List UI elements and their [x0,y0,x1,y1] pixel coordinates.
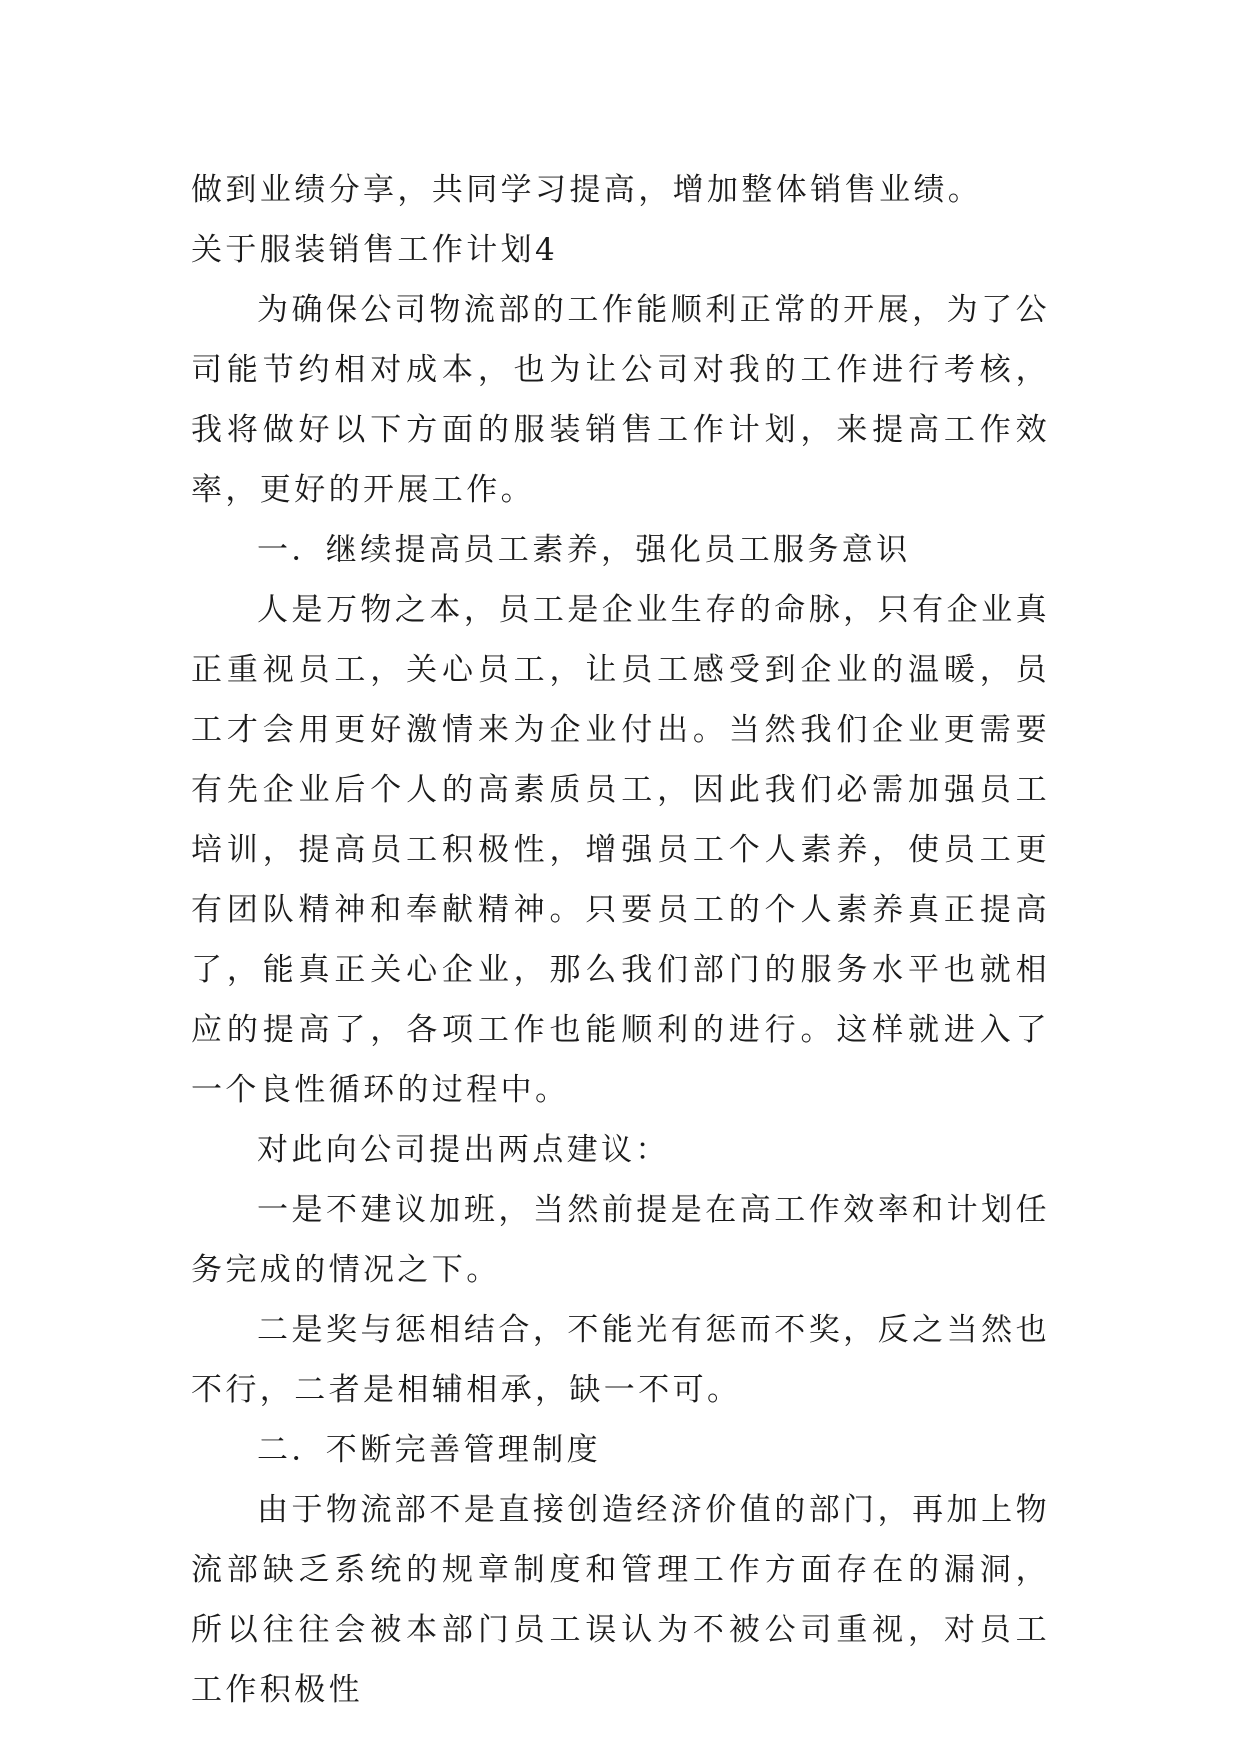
section-heading: 关于服装销售工作计划4 [191,232,559,268]
paragraph-suggestions-lead: 对此向公司提出两点建议： [257,1132,670,1168]
subheading-1: 一．继续提高员工素养，强化员工服务意识 [257,532,911,568]
paragraph-suggestion-1: 一是不建议加班，当然前提是在高工作效率和计划任务完成的情况之下。 [191,1192,1050,1288]
paragraph-continuation: 做到业绩分享，共同学习提高，增加整体销售业绩。 [191,172,983,208]
paragraph-management: 由于物流部不是直接创造经济价值的部门，再加上物流部缺乏系统的规章制度和管理工作方面存在的漏洞，所以往往会被本部门员工误认为不被公司重视，对员工工作积极性 [191,1492,1050,1708]
subheading-2: 二．不断完善管理制度 [257,1432,601,1468]
paragraph-suggestion-2: 二是奖与惩相结合，不能光有惩而不奖，反之当然也不行，二者是相辅相承，缺一不可。 [191,1312,1050,1408]
paragraph-employees: 人是万物之本，员工是企业生存的命脉，只有企业真正重视员工，关心员工，让员工感受到企业的温暖，员工才会用更好激情来为企业付出。当然我们企业更需要有先企业后个人的高素质员工，因此我们必需加强员工培训，提高员工积极性，增强员工个人素养，使员工更有团队精神和奉献精神。只要员工的个人素养真正提高了，能真正关心企业，那么我们部门的服务水平也就相应的提高了，各项工作也能顺利的进行。这样就进入了一个良性循环的过程中。 [191,592,1050,1108]
paragraph-intro: 为确保公司物流部的工作能顺利正常的开展，为了公司能节约相对成本，也为让公司对我的工作进行考核，我将做好以下方面的服装销售工作计划，来提高工作效率，更好的开展工作。 [191,292,1050,508]
